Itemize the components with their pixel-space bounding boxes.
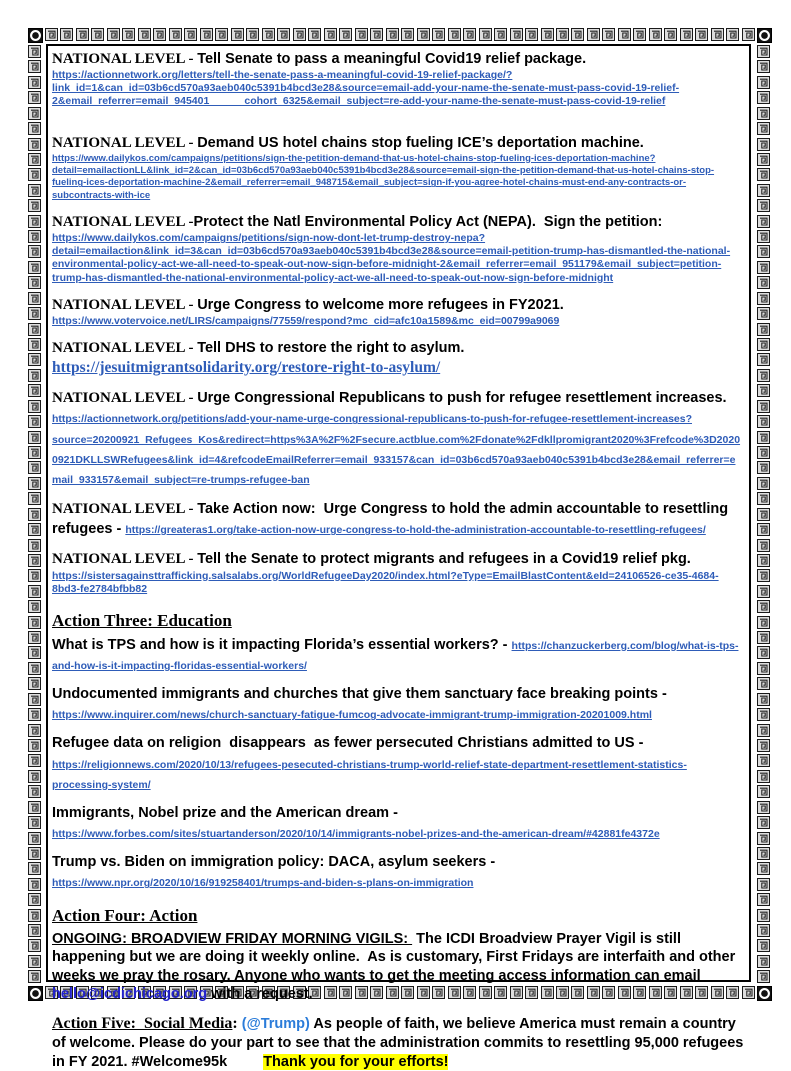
greek-key-tile-icon (757, 415, 770, 428)
article-link[interactable]: https://www.forbes.com/sites/stuartanderson/2020/10/14/immigrants-nobel-prizes-and-the-american-dream/#42881fe4372e (52, 828, 660, 841)
greek-key-tile-icon (757, 585, 770, 598)
separator: - (184, 296, 198, 313)
greek-key-tile-icon (28, 415, 41, 428)
greek-key-tile-icon (28, 91, 41, 104)
article-title: Undocumented immigrants and churches that give them sanctuary face breaking points - (52, 686, 671, 703)
greek-key-tile-icon (28, 585, 41, 598)
greek-key-tile-icon (757, 739, 770, 752)
greek-key-tile-icon (757, 107, 770, 120)
greek-key-tile-icon (757, 446, 770, 459)
greek-key-tile-icon (28, 45, 41, 58)
action-title: Protect the Natl Environmental Policy Act (NEPA). Sign the petition: (193, 214, 663, 231)
greek-key-tile-icon (680, 28, 693, 41)
greek-key-tile-icon (757, 292, 770, 305)
greek-key-tile-icon (324, 28, 337, 41)
greek-key-tile-icon (757, 939, 770, 952)
greek-key-tile-icon (28, 539, 41, 552)
action-title: Tell the Senate to protect migrants and refugees in a Covid19 relief pkg. (197, 551, 691, 568)
greek-key-tile-icon (726, 28, 739, 41)
greek-key-tile-icon (649, 28, 662, 41)
greek-key-tile-icon (556, 28, 569, 41)
greek-key-tile-icon (28, 199, 41, 212)
greek-key-tile-icon (28, 492, 41, 505)
national-level-label: NATIONAL LEVEL (52, 134, 185, 151)
greek-key-tile-icon (355, 28, 368, 41)
greek-key-tile-icon (757, 230, 770, 243)
greek-key-tile-icon (664, 28, 677, 41)
greek-key-tile-icon (28, 631, 41, 644)
border-strip-top (45, 28, 755, 43)
greek-key-tile-icon (742, 28, 755, 41)
email-link[interactable]: hello@icdichicago.org (52, 986, 208, 1003)
national-level-label: NATIONAL LEVEL (52, 390, 185, 407)
greek-key-tile-icon (479, 28, 492, 41)
greek-key-tile-icon (757, 400, 770, 413)
greek-key-tile-icon (28, 847, 41, 860)
border-corner-icon (757, 986, 772, 1001)
greek-key-tile-icon (541, 28, 554, 41)
action-link[interactable]: https://www.dailykos.com/campaigns/petitions/sign-the-petition-demand-that-us-hotel-chains-stop-fueling-ices-deportation-machine?detail=emailactionLL&link_id=2&can_id=03b6cd570a93aeb040c5391b4bcd3e28&source=email-sign-the-petition-demand-that-us-hotel-chains-stop-fueling-ices-deportation-machine-2&email_referrer=email_948715&email_subject=sign-if-you-agree-hotel-chains-must-end-any-contracts-or-subcontracts-with-ice (52, 152, 715, 201)
action-link[interactable]: https://greateras1.org/take-action-now-urge-congress-to-hold-the-administration-accountable-to-resettling-refugees/ (125, 524, 706, 537)
greek-key-tile-icon (28, 400, 41, 413)
separator: - (184, 51, 198, 67)
greek-key-tile-icon (28, 893, 41, 906)
education-item (52, 803, 744, 843)
greek-key-border (28, 28, 772, 1070)
action-link[interactable]: https://www.dailykos.com/campaigns/petitions/sign-now-dont-let-trump-destroy-nepa?detail=emailaction&link_id=3&can_id=03b6cd570a93aeb040c5391b4bcd3e28&source=email-petition-trump-has-dismantled-the-national-environmental-policy-act-we-all-need-to-speak-out-now-sign-before-midnight-2&email_referrer=email_951179&email_subject=petition-trump-has-dismantled-the-national-environmental-policy-act-we-all-need-to-speak-out-now-sign-before-midnight (52, 232, 731, 284)
action-link[interactable]: https://www.votervoice.net/LIRS/campaigns/77559/respond?mc_cid=afc10a1589&mc_eid=00799a9069 (52, 314, 560, 327)
greek-key-tile-icon (28, 939, 41, 952)
vigil-heading: ONGOING: BROADVIEW FRIDAY MORNING VIGILS: (52, 930, 413, 947)
greek-key-tile-icon (571, 28, 584, 41)
greek-key-tile-icon (618, 28, 631, 41)
section-heading-action-four: Action Four: Action (52, 905, 198, 925)
greek-key-tile-icon (757, 754, 770, 767)
greek-key-tile-icon (757, 539, 770, 552)
greek-key-tile-icon (757, 477, 770, 490)
greek-key-tile-icon (28, 353, 41, 366)
greek-key-tile-icon (28, 646, 41, 659)
greek-key-tile-icon (246, 28, 259, 41)
national-level-label: NATIONAL LEVEL (52, 551, 185, 568)
article-title: Immigrants, Nobel prize and the American dream - (52, 804, 402, 821)
greek-key-tile-icon (28, 323, 41, 336)
greek-key-tile-icon (28, 168, 41, 181)
greek-key-tile-icon (60, 28, 73, 41)
greek-key-tile-icon (122, 28, 135, 41)
border-strip-right (757, 45, 772, 984)
social-media-body: As people of faith, we believe America must remain a country of welcome. Please do your part to see that the administration commits to resettling 95,000 refugees in FY 2021. #Welcome95k (52, 1015, 748, 1070)
action-title: Urge Congress to welcome more refugees in FY2021. (197, 296, 564, 313)
thanks-highlight: Thank you for your efforts! (263, 1053, 449, 1070)
greek-key-tile-icon (386, 28, 399, 41)
greek-key-tile-icon (28, 924, 41, 937)
greek-key-tile-icon (757, 492, 770, 505)
separator: - (184, 501, 198, 518)
greek-key-tile-icon (28, 461, 41, 474)
national-action-item (52, 338, 744, 378)
greek-key-tile-icon (28, 909, 41, 922)
national-level-label: NATIONAL LEVEL (52, 340, 185, 356)
greek-key-tile-icon (28, 76, 41, 89)
separator: - (184, 551, 198, 568)
greek-key-tile-icon (757, 276, 770, 289)
greek-key-tile-icon (339, 28, 352, 41)
greek-key-tile-icon (757, 523, 770, 536)
greek-key-tile-icon (28, 816, 41, 829)
greek-key-tile-icon (525, 28, 538, 41)
greek-key-tile-icon (448, 28, 461, 41)
greek-key-tile-icon (757, 878, 770, 891)
greek-key-tile-icon (757, 646, 770, 659)
greek-key-tile-icon (28, 292, 41, 305)
national-action-item (52, 212, 744, 285)
greek-key-tile-icon (757, 184, 770, 197)
article-link[interactable]: https://www.inquirer.com/news/church-sanctuary-fatigue-fumcog-advocate-immigrant-trump-immigration-20201009.html (52, 709, 652, 722)
greek-key-tile-icon (757, 909, 770, 922)
education-item (52, 852, 744, 892)
greek-key-tile-icon (28, 338, 41, 351)
greek-key-tile-icon (757, 847, 770, 860)
greek-key-tile-icon (28, 677, 41, 690)
greek-key-tile-icon (757, 338, 770, 351)
greek-key-tile-icon (757, 508, 770, 521)
greek-key-tile-icon (28, 662, 41, 675)
greek-key-tile-icon (757, 554, 770, 567)
greek-key-tile-icon (28, 122, 41, 135)
greek-key-tile-icon (695, 28, 708, 41)
greek-key-tile-icon (757, 816, 770, 829)
greek-key-tile-icon (28, 801, 41, 814)
greek-key-tile-icon (757, 569, 770, 582)
greek-key-tile-icon (494, 28, 507, 41)
greek-key-tile-icon (153, 28, 166, 41)
greek-key-tile-icon (757, 832, 770, 845)
separator: - (184, 134, 198, 151)
greek-key-tile-icon (757, 724, 770, 737)
national-level-label: NATIONAL LEVEL (52, 501, 185, 518)
greek-key-tile-icon (587, 28, 600, 41)
border-corner-icon (757, 28, 772, 43)
greek-key-tile-icon (757, 168, 770, 181)
national-level-label: NATIONAL LEVEL (52, 296, 185, 313)
greek-key-tile-icon (28, 215, 41, 228)
greek-key-tile-icon (28, 955, 41, 968)
greek-key-tile-icon (757, 199, 770, 212)
national-action-item (52, 49, 744, 109)
greek-key-tile-icon (463, 28, 476, 41)
greek-key-tile-icon (757, 353, 770, 366)
greek-key-tile-icon (757, 431, 770, 444)
greek-key-tile-icon (28, 138, 41, 151)
article-link[interactable]: https://chanzuckerberg.com/blog/what-is-tps-and-how-is-it-impacting-floridas-essential-workers/ (52, 639, 739, 672)
greek-key-tile-icon (633, 28, 646, 41)
greek-key-tile-icon (757, 215, 770, 228)
greek-key-tile-icon (28, 446, 41, 459)
greek-key-tile-icon (757, 122, 770, 135)
greek-key-tile-icon (215, 28, 228, 41)
greek-key-tile-icon (138, 28, 151, 41)
trump-handle[interactable]: (@Trump) (241, 1015, 310, 1032)
vigil-body-end: with a request. (207, 986, 313, 1003)
vigil-body: The ICDI Broadview Prayer Vigil is still happening but we are doing it weekly online. As is customary, First Fridays are interfaith and other weeks we pray the rosary. Anyone who wants to get the meeting access information can email (52, 930, 740, 984)
greek-key-tile-icon (757, 45, 770, 58)
national-action-item (52, 133, 744, 203)
action-link[interactable]: https://actionnetwork.org/letters/tell-the-senate-pass-a-meaningful-covid-19-relief-package/?link_id=1&can_id=03b6cd570a93aeb040c5391b4bcd3e28&source=email-add-your-name-the-senate-must-pass-covid-19-relief-2&email_referrer=email_945401______cohort_6325&email_subject=re-add-your-name-the-senate-must-pass-covid-19-relief (52, 69, 680, 108)
greek-key-tile-icon (757, 955, 770, 968)
greek-key-tile-icon (28, 616, 41, 629)
greek-key-tile-icon (262, 28, 275, 41)
greek-key-tile-icon (28, 384, 41, 397)
greek-key-tile-icon (602, 28, 615, 41)
greek-key-tile-icon (200, 28, 213, 41)
action-title: Demand US hotel chains stop fueling ICE’s deportation machine. (197, 134, 644, 151)
separator: - (184, 390, 198, 407)
greek-key-tile-icon (757, 770, 770, 783)
greek-key-tile-icon (757, 631, 770, 644)
greek-key-tile-icon (757, 924, 770, 937)
section-heading-action-three: Action Three: Education (52, 610, 232, 630)
greek-key-tile-icon (76, 28, 89, 41)
colon: : (232, 1014, 242, 1032)
greek-key-tile-icon (28, 739, 41, 752)
greek-key-tile-icon (28, 107, 41, 120)
greek-key-tile-icon (757, 153, 770, 166)
greek-key-tile-icon (757, 893, 770, 906)
greek-key-tile-icon (757, 970, 770, 983)
greek-key-tile-icon (28, 230, 41, 243)
greek-key-tile-icon (757, 245, 770, 258)
national-action-item (52, 295, 744, 328)
document-body (46, 44, 751, 1070)
vigil-paragraph (52, 930, 744, 1004)
greek-key-tile-icon (28, 832, 41, 845)
greek-key-tile-icon (370, 28, 383, 41)
action-link[interactable]: https://sistersagainsttrafficking.salsalabs.org/WorldRefugeeDay2020/index.html?eType=EmailBlastContent&eId=24106526-ce35-4684-8bd3-fe2784bfbb82 (52, 569, 719, 595)
article-link[interactable]: https://www.npr.org/2020/10/16/919258401/trumps-and-biden-s-plans-on-immigration (52, 877, 474, 890)
greek-key-tile-icon (757, 708, 770, 721)
greek-key-tile-icon (757, 76, 770, 89)
action-title: Tell DHS to restore the right to asylum. (197, 340, 465, 356)
greek-key-tile-icon (91, 28, 104, 41)
greek-key-tile-icon (28, 153, 41, 166)
greek-key-tile-icon (757, 600, 770, 613)
greek-key-tile-icon (757, 693, 770, 706)
greek-key-tile-icon (28, 276, 41, 289)
article-title: Trump vs. Biden on immigration policy: DACA, asylum seekers - (52, 854, 500, 871)
action-title: Take Action now: Urge Congress to hold the admin accountable to resettling refugees - (52, 501, 733, 538)
greek-key-tile-icon (28, 708, 41, 721)
greek-key-tile-icon (28, 261, 41, 274)
greek-key-tile-icon (28, 554, 41, 567)
greek-key-tile-icon (169, 28, 182, 41)
greek-key-tile-icon (757, 323, 770, 336)
greek-key-tile-icon (757, 662, 770, 675)
national-level-label: NATIONAL LEVEL (52, 51, 185, 67)
greek-key-tile-icon (757, 616, 770, 629)
article-title: What is TPS and how is it impacting Florida’s essential workers? - (52, 636, 512, 653)
national-action-item (52, 499, 744, 539)
action-link[interactable]: https://actionnetwork.org/petitions/add-your-name-urge-congressional-republicans-to-push-for-refugee-resettlement-increases?source=20200921_Refugees_Kos&redirect=https%3A%2F%2Fsecure.actblue.com%2Fdonate%2Fdkllpromigrant2020%3Frefcode%3D20200921DKLLSWRefugees&link_id=4&refcodeEmailReferrer=email_933157&can_id=03b6cd570a93aeb040c5391b4bcd3e28&email_referrer=email_933157&email_subject=re-trumps-refugee-ban (52, 413, 741, 486)
action-title: Urge Congressional Republicans to push for refugee resettlement increases. (197, 390, 731, 407)
border-corner-icon (28, 986, 43, 1001)
education-item (52, 684, 744, 724)
greek-key-tile-icon (28, 724, 41, 737)
education-item (52, 733, 744, 793)
greek-key-tile-icon (28, 754, 41, 767)
greek-key-tile-icon (28, 770, 41, 783)
separator: - (184, 214, 194, 231)
education-item (52, 635, 744, 675)
national-level-label: NATIONAL LEVEL (52, 214, 185, 231)
greek-key-tile-icon (757, 801, 770, 814)
greek-key-tile-icon (401, 28, 414, 41)
action-link[interactable]: https://jesuitmigrantsolidarity.org/restore-right-to-asylum/ (52, 359, 441, 377)
greek-key-tile-icon (28, 184, 41, 197)
greek-key-tile-icon (757, 369, 770, 382)
greek-key-tile-icon (711, 28, 724, 41)
greek-key-tile-icon (757, 261, 770, 274)
social-media-paragraph (52, 1014, 748, 1071)
greek-key-tile-icon (293, 28, 306, 41)
greek-key-tile-icon (28, 523, 41, 536)
greek-key-tile-icon (231, 28, 244, 41)
national-action-item (52, 549, 744, 595)
national-action-item (52, 388, 744, 489)
greek-key-tile-icon (28, 60, 41, 73)
greek-key-tile-icon (757, 138, 770, 151)
greek-key-tile-icon (757, 862, 770, 875)
greek-key-tile-icon (107, 28, 120, 41)
greek-key-tile-icon (28, 600, 41, 613)
greek-key-tile-icon (757, 384, 770, 397)
greek-key-tile-icon (184, 28, 197, 41)
greek-key-tile-icon (28, 245, 41, 258)
greek-key-tile-icon (757, 677, 770, 690)
greek-key-tile-icon (28, 431, 41, 444)
article-title: Refugee data on religion disappears as fewer persecuted Christians admitted to US - (52, 735, 648, 752)
section-heading-action-five: Action Five: Social Media (52, 1014, 233, 1032)
greek-key-tile-icon (28, 477, 41, 490)
greek-key-tile-icon (757, 461, 770, 474)
greek-key-tile-icon (757, 307, 770, 320)
greek-key-tile-icon (28, 307, 41, 320)
greek-key-tile-icon (28, 970, 41, 983)
article-link[interactable]: https://religionnews.com/2020/10/13/refugees-pesecuted-christians-trump-world-relief-state-department-resettlement-statistics-processing-system/ (52, 758, 687, 791)
greek-key-tile-icon (45, 28, 58, 41)
greek-key-tile-icon (277, 28, 290, 41)
greek-key-tile-icon (28, 878, 41, 891)
greek-key-tile-icon (28, 785, 41, 798)
greek-key-tile-icon (417, 28, 430, 41)
separator: - (184, 340, 198, 356)
greek-key-tile-icon (432, 28, 445, 41)
greek-key-tile-icon (757, 91, 770, 104)
greek-key-tile-icon (28, 569, 41, 582)
action-title: Tell Senate to pass a meaningful Covid19 relief package. (197, 51, 587, 67)
border-corner-icon (28, 28, 43, 43)
greek-key-tile-icon (28, 508, 41, 521)
greek-key-tile-icon (757, 60, 770, 73)
greek-key-tile-icon (28, 693, 41, 706)
border-strip-left (28, 45, 43, 984)
greek-key-tile-icon (28, 369, 41, 382)
greek-key-tile-icon (510, 28, 523, 41)
greek-key-tile-icon (757, 785, 770, 798)
greek-key-tile-icon (308, 28, 321, 41)
greek-key-tile-icon (28, 862, 41, 875)
